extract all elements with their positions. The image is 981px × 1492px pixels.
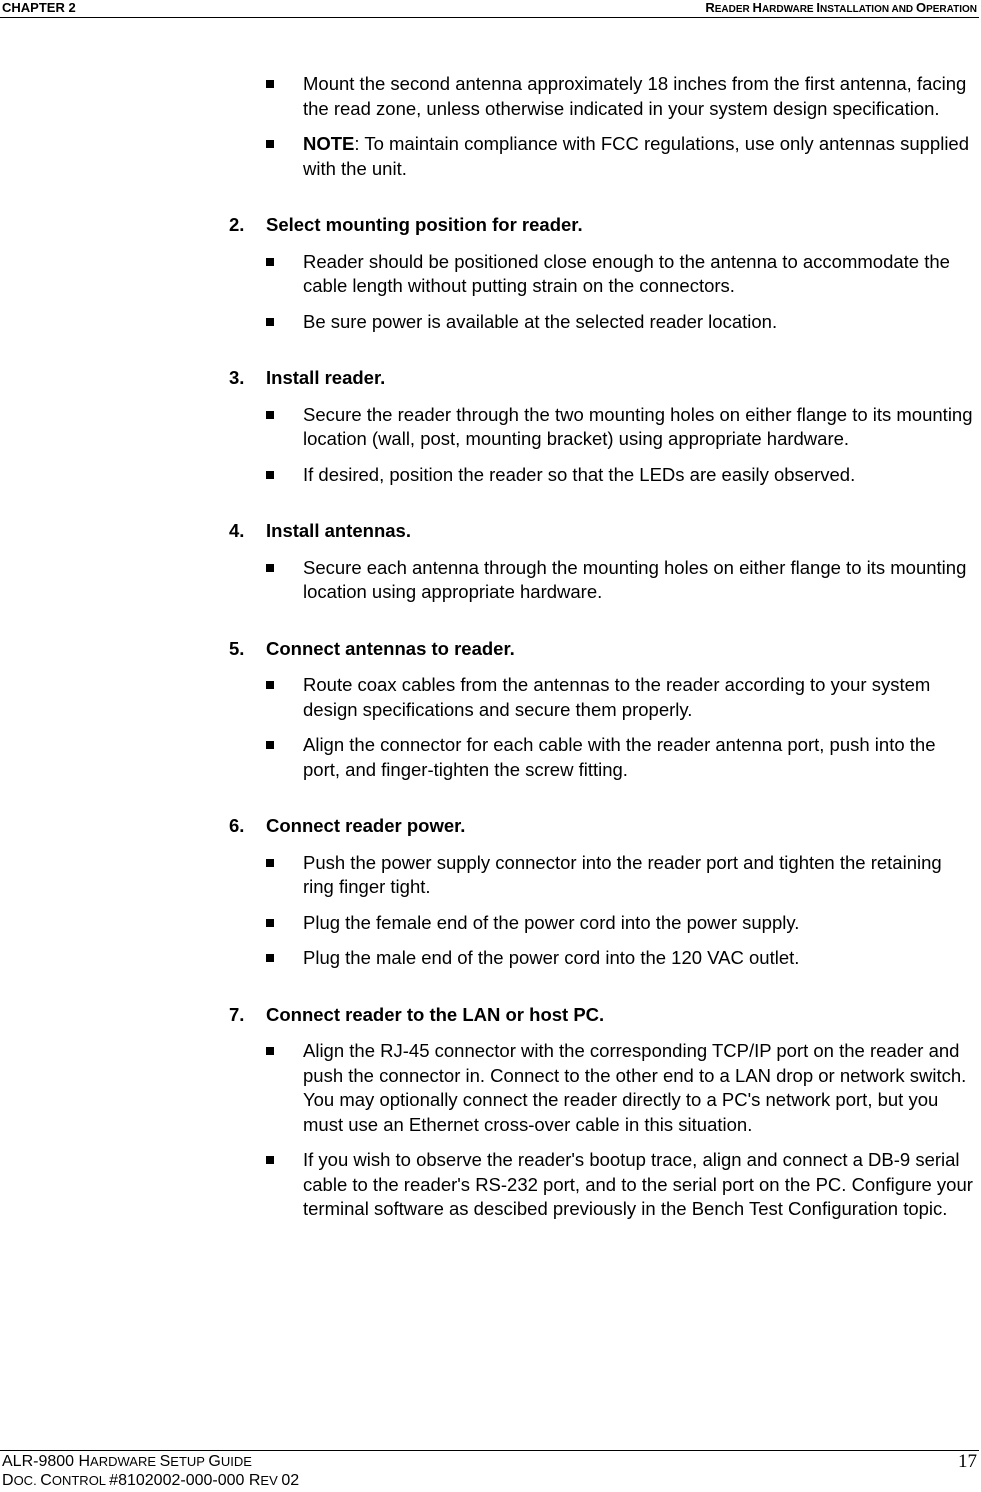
list-item xyxy=(0,463,981,488)
bullet-text: Mount the second antenna approximately 18 inches from the first antenna, facing the read zone, unless otherwise indicated in your system design specification. xyxy=(303,73,967,119)
doc-control xyxy=(2,1472,299,1490)
footer-part: C xyxy=(40,1472,52,1489)
list-item xyxy=(0,310,981,335)
page-header xyxy=(0,0,979,18)
title-part: PERATION xyxy=(926,4,977,15)
title-part: EADER xyxy=(714,4,753,15)
title-part: O xyxy=(915,0,927,15)
bullet-text: Align the RJ-45 connector with the corresponding TCP/IP port on the reader and push the connector in. Connect to the other end to a LAN drop or network switch. You may optionally connect the reader directly to a PC's network port, but you must use an Ethernet cross-over cable in this situation. xyxy=(303,1040,967,1135)
title-part: NSTALLATION AND xyxy=(820,4,916,15)
step-title: Connect reader power. xyxy=(266,815,466,836)
bullet-text: Plug the male end of the power cord into the 120 VAC outlet. xyxy=(303,947,800,968)
bullet-text: Align the connector for each cable with the reader antenna port, push into the port, and finger-tighten the screw fitting. xyxy=(303,734,936,780)
square-bullet-icon xyxy=(266,681,274,689)
footer-part: G xyxy=(208,1453,221,1470)
title-part: R xyxy=(705,0,715,15)
square-bullet-icon xyxy=(266,1047,274,1055)
page-number: 17 xyxy=(958,1451,977,1472)
bullet-text: Secure the reader through the two mounting holes on either flange to its mounting location (wall, post, mounting bracket) using appropriate hardware. xyxy=(303,403,973,449)
square-bullet-icon xyxy=(266,564,274,572)
guide-title xyxy=(2,1453,252,1471)
bullet-text: Push the power supply connector into the reader port and tighten the retaining ring finger tight. xyxy=(303,851,942,897)
bullet-text: If desired, position the reader so that the LEDs are easily observed. xyxy=(303,463,856,485)
step-heading xyxy=(0,814,981,839)
list-item xyxy=(0,132,981,181)
steps-list xyxy=(0,213,981,1222)
bullet-text: If you wish to observe the reader's bootup trace, align and connect a DB-9 serial cable to the reader's RS-232 port, and to the serial port on the PC. Configure your terminal software as descibed previously in the Bench Test Configuration topic. xyxy=(303,1149,973,1219)
footer-part: ALR-9800 H xyxy=(2,1453,91,1470)
square-bullet-icon xyxy=(266,1156,274,1164)
step-heading xyxy=(0,366,981,391)
footer-part: ONTROL xyxy=(51,1473,110,1488)
title-part: H xyxy=(752,0,762,15)
footer-part: 02 xyxy=(281,1472,300,1489)
title-part: ARDWARE xyxy=(761,4,817,15)
step-title: Connect reader to the LAN or host PC. xyxy=(266,1003,605,1025)
square-bullet-icon xyxy=(266,258,274,266)
square-bullet-icon xyxy=(266,318,274,326)
step-title: Install reader. xyxy=(266,367,386,388)
square-bullet-icon xyxy=(266,954,274,962)
list-item xyxy=(0,911,981,936)
square-bullet-icon xyxy=(266,859,274,867)
step-heading xyxy=(0,519,981,544)
footer-part: OC. xyxy=(13,1473,41,1488)
square-bullet-icon xyxy=(266,471,274,479)
footer-part: EV xyxy=(260,1473,282,1488)
step-number: 3. xyxy=(229,367,245,388)
square-bullet-icon xyxy=(266,919,274,927)
footer-part: UIDE xyxy=(220,1454,252,1469)
square-bullet-icon xyxy=(266,80,274,88)
step-number: 4. xyxy=(229,520,245,541)
step-title: Connect antennas to reader. xyxy=(266,637,515,659)
list-item xyxy=(0,1039,981,1137)
list-item xyxy=(0,673,981,722)
step-title: Select mounting position for reader. xyxy=(266,214,583,235)
list-item xyxy=(0,1148,981,1222)
list-item xyxy=(0,250,981,299)
bullet-text: Plug the female end of the power cord into the power supply. xyxy=(303,911,800,933)
note-label: NOTE xyxy=(303,133,355,154)
square-bullet-icon xyxy=(266,140,274,148)
step-heading xyxy=(0,1003,981,1028)
note-text: : To maintain compliance with FCC regulations, use only antennas supplied with the unit. xyxy=(303,133,970,179)
list-item xyxy=(0,851,981,900)
bullet-text: Route coax cables from the antennas to the reader according to your system design specifications and secure them properly. xyxy=(303,674,931,720)
title-part: I xyxy=(816,0,821,15)
bullet-text: Secure each antenna through the mounting holes on either flange to its mounting location using appropriate hardware. xyxy=(303,556,967,602)
step-title: Install antennas. xyxy=(266,520,411,541)
document-body xyxy=(0,72,981,1254)
square-bullet-icon xyxy=(266,741,274,749)
list-item xyxy=(0,403,981,452)
footer-part: #8102002-000-000 R xyxy=(109,1472,261,1489)
step-number: 2. xyxy=(229,214,245,235)
step-heading xyxy=(0,213,981,238)
footer-part: S xyxy=(159,1453,171,1470)
step-number: 7. xyxy=(229,1003,245,1025)
list-item xyxy=(0,733,981,782)
page-footer xyxy=(0,1450,979,1491)
step-heading xyxy=(0,637,981,662)
list-item xyxy=(0,946,981,971)
square-bullet-icon xyxy=(266,411,274,419)
footer-part: ARDWARE xyxy=(90,1454,160,1469)
step-number: 6. xyxy=(229,815,245,836)
list-item xyxy=(0,556,981,605)
step-number: 5. xyxy=(229,637,245,659)
list-item xyxy=(0,72,981,121)
bullet-text: Be sure power is available at the selected reader location. xyxy=(303,310,778,332)
chapter-label: CHAPTER 2 xyxy=(2,0,76,15)
footer-part: ETUP xyxy=(170,1454,209,1469)
footer-part: D xyxy=(2,1472,14,1489)
bullet-text: Reader should be positioned close enough to the antenna to accommodate the cable length without putting strain on the connectors. xyxy=(303,250,950,296)
chapter-title xyxy=(705,0,977,18)
